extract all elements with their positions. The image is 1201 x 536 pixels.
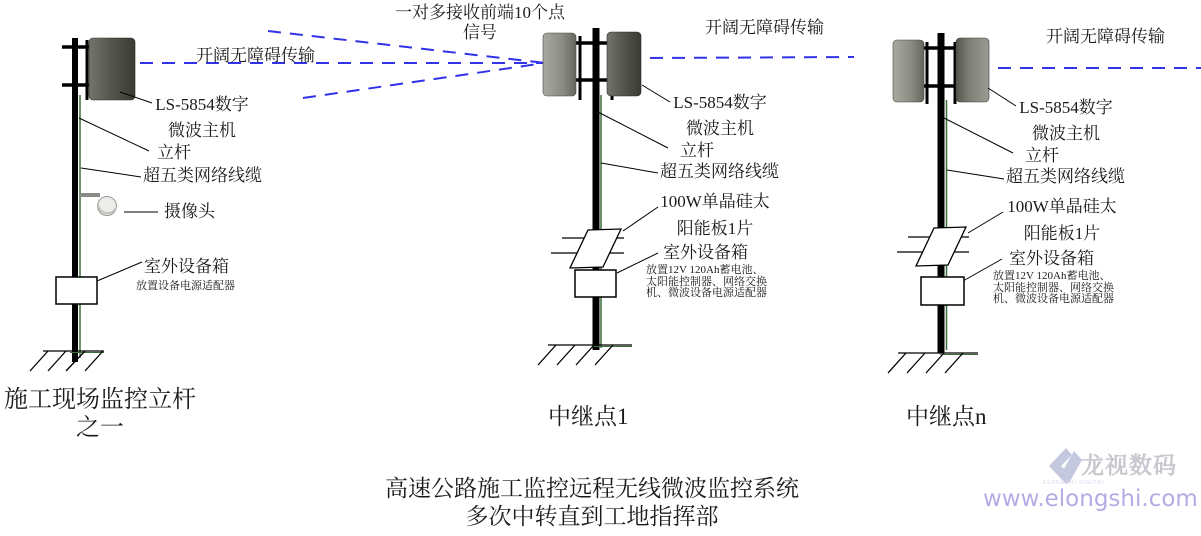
transmission-line-2 xyxy=(650,57,854,58)
box-title-3: 室外设备箱 xyxy=(1009,249,1094,268)
device-label-line1: LS-5854数字 xyxy=(1019,98,1113,117)
microwave-antenna-panel-left xyxy=(893,40,924,102)
transmission-label-2: 开阔无障碍传输 xyxy=(705,18,824,37)
box-title-1: 室外设备箱 xyxy=(144,257,229,276)
device-label-2 xyxy=(668,90,772,142)
multipoint-label-line2: 信号 xyxy=(463,23,497,42)
equipment-box xyxy=(921,277,964,305)
device-label-line1: LS-5854数字 xyxy=(673,93,767,112)
site-caption-line2: 之一 xyxy=(76,415,124,441)
box-note-line3: 机、微波设备电源适配器 xyxy=(646,287,767,299)
box-note-line1: 放置12V 120Ah蓄电池、 xyxy=(646,264,764,276)
device-label-line2: 微波主机 xyxy=(168,121,236,140)
multipoint-label xyxy=(390,3,570,43)
device-label-3 xyxy=(1014,95,1118,147)
watermark-url: www.elongshi.com xyxy=(983,486,1198,512)
cable-label-2: 超五类网络线缆 xyxy=(660,162,779,181)
camera-label: 摄像头 xyxy=(164,202,215,221)
pole-label-2: 立杆 xyxy=(680,141,714,160)
multipoint-label-line1: 一对多接收前端10个点 xyxy=(395,3,565,22)
solar-panel xyxy=(551,229,624,268)
box-note-1: 放置设备电源适配器 xyxy=(136,280,235,292)
pole-label-3: 立杆 xyxy=(1025,146,1059,165)
transmission-line-converge-bottom xyxy=(303,63,545,98)
ground-symbol xyxy=(888,353,978,373)
box-note-line2: 太阳能控制器、网络交换 xyxy=(646,275,767,288)
solar-label-line2: 阳能板1片 xyxy=(1023,224,1101,243)
equipment-box xyxy=(575,270,616,297)
relay1-caption: 中继点1 xyxy=(548,404,629,429)
leader-lines xyxy=(79,92,158,281)
transmission-label-1: 开阔无障碍传输 xyxy=(196,46,315,65)
site-pole-group xyxy=(30,38,158,371)
solar-label-3 xyxy=(1002,193,1122,247)
site-caption-line1: 施工现场监控立杆 xyxy=(4,387,196,413)
microwave-antenna-panel xyxy=(89,38,135,100)
microwave-antenna-panel-right xyxy=(607,32,641,96)
equipment-box xyxy=(56,277,97,304)
box-note-line1: 放置12V 120Ah蓄电池、 xyxy=(993,270,1111,282)
diagram-title xyxy=(292,475,892,531)
ground-symbol xyxy=(538,345,632,365)
box-note-line2: 太阳能控制器、网络交换 xyxy=(993,281,1114,294)
ground-symbol xyxy=(30,351,104,371)
diagram-title-line1: 高速公路施工监控远程无线微波监控系统 xyxy=(385,476,799,501)
relayn-pole-group xyxy=(888,33,1016,373)
device-label-line2: 微波主机 xyxy=(686,119,754,138)
device-label-line2: 微波主机 xyxy=(1032,124,1100,143)
cable-label-3: 超五类网络线缆 xyxy=(1006,167,1125,186)
relay1-pole-group xyxy=(538,28,670,365)
device-label-line1: LS-5854数字 xyxy=(155,95,249,114)
box-note-2 xyxy=(646,265,776,300)
cable-label-1: 超五类网络线缆 xyxy=(143,166,262,185)
diagram-title-line2: 多次中转直到工地指挥部 xyxy=(465,504,719,529)
solar-label-line1: 100W单晶硅太 xyxy=(1007,197,1117,216)
watermark-brand: 龙视数码 xyxy=(1081,453,1177,478)
elongshi-logo-icon xyxy=(1049,448,1082,484)
box-title-2: 室外设备箱 xyxy=(663,243,748,262)
pole-label-1: 立杆 xyxy=(157,143,191,162)
box-note-line3: 机、微波设备电源适配器 xyxy=(993,293,1114,305)
box-note-3 xyxy=(993,271,1125,306)
solar-label-line2: 阳能板1片 xyxy=(676,219,754,238)
device-label-1 xyxy=(150,92,254,144)
microwave-antenna-panel-right xyxy=(956,38,989,102)
solar-label-line1: 100W单晶硅太 xyxy=(660,192,770,211)
transmission-label-3: 开阔无障碍传输 xyxy=(1046,27,1165,46)
watermark-tagline: ELONGSHI DIGITAL xyxy=(1043,480,1106,486)
solar-label-2 xyxy=(655,188,775,242)
relayn-caption: 中继点n xyxy=(906,404,987,429)
solar-panel xyxy=(897,227,969,266)
site-caption xyxy=(0,386,200,442)
